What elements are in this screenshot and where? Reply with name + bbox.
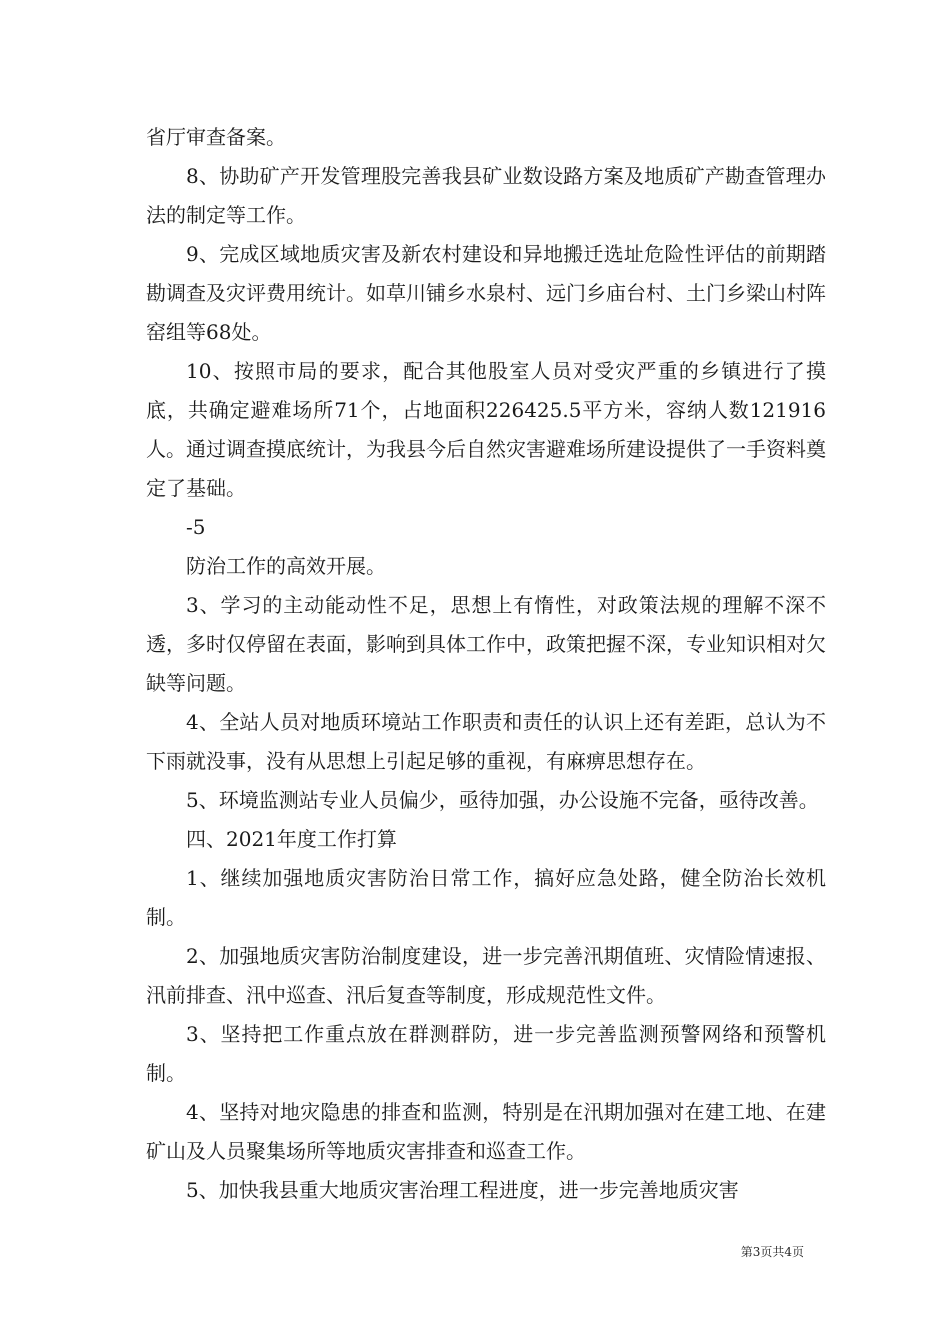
paragraph: 省厅审查备案。 (146, 125, 286, 149)
paragraph: 1、继续加强地质灾害防治日常工作，搞好应急处路，健全防治长效机制。 (146, 866, 826, 929)
paragraph: 2、加强地质灾害防治制度建设，进一步完善汛期值班、灾情险情速报、汛前排查、汛中巡查、汛后复查等制度，形成规范性文件。 (146, 944, 826, 1007)
paragraph: 3、学习的主动能动性不足，思想上有惰性，对政策法规的理解不深不透，多时仅停留在表面，影响到具体工作中，政策把握不深，专业知识相对欠缺等问题。 (146, 593, 826, 695)
paragraph: 4、全站人员对地质环境站工作职责和责任的认识上还有差距，总认为不下雨就没事，没有从思想上引起足够的重视，有麻痹思想存在。 (146, 710, 826, 773)
paragraph: 防治工作的高效开展。 (186, 554, 386, 578)
paragraph: 3、坚持把工作重点放在群测群防，进一步完善监测预警网络和预警机制。 (146, 1022, 826, 1085)
document-body (146, 118, 826, 1210)
paragraph: -5 (186, 515, 206, 539)
paragraph: 5、加快我县重大地质灾害治理工程进度，进一步完善地质灾害 (186, 1178, 739, 1202)
paragraph: 5、环境监测站专业人员偏少，亟待加强，办公设施不完备，亟待改善。 (186, 788, 819, 812)
paragraph: 4、坚持对地灾隐患的排查和监测，特别是在汛期加强对在建工地、在建矿山及人员聚集场所等地质灾害排查和巡查工作。 (146, 1100, 826, 1163)
paragraph: 8、协助矿产开发管理股完善我县矿业数设路方案及地质矿产勘查管理办法的制定等工作。 (146, 164, 826, 227)
page-number: 第3页共4页 (740, 1245, 804, 1259)
paragraph: 10、按照市局的要求，配合其他股室人员对受灾严重的乡镇进行了摸底，共确定避难场所71个，占地面积226425.5平方米，容纳人数121916人。通过调查摸底统计，为我县今后自然灾害避难场所建设提供了一手资料奠定了基础。 (146, 359, 826, 500)
paragraph: 9、完成区域地质灾害及新农村建设和异地搬迁选址危险性评估的前期踏勘调查及灾评费用统计。如草川铺乡水泉村、远门乡庙台村、土门乡梁山村阵窑组等68处。 (146, 242, 826, 344)
section-heading: 四、2021年度工作打算 (186, 827, 397, 851)
